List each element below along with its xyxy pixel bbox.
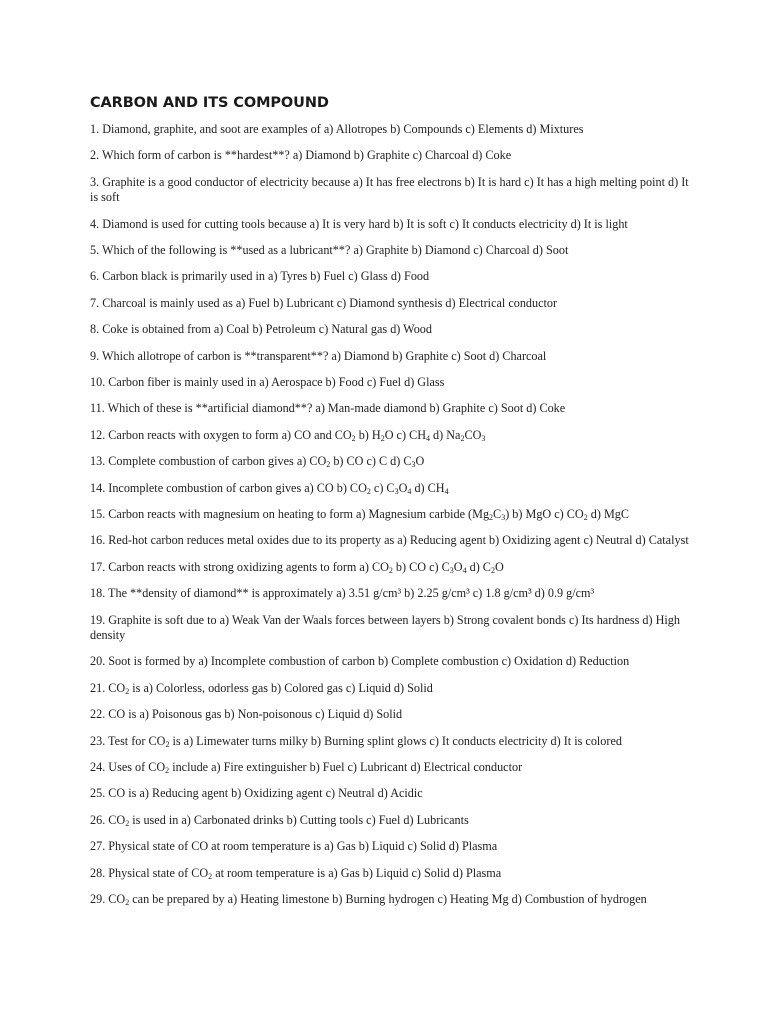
question-item: 28. Physical state of $CO_2$ at room temperature is a) Gas b) Liquid c) Solid d) Plasma	[90, 865, 502, 881]
question-item: 12. Carbon reacts with oxygen to form a) CO and $CO_2$ b) $H_2O$ c) $CH_4$ d) $Na_2CO_3$	[90, 427, 486, 443]
question-item: 25. CO is a) Reducing agent b) Oxidizing agent c) Neutral d) Acidic	[90, 786, 423, 801]
document-page	[90, 95, 690, 918]
question-item: 13. Complete combustion of carbon gives a) $CO_2$ b) CO c) C d) $C_3O$	[90, 454, 425, 470]
question-item: 21. $CO_2$ is a) Colorless, odorless gas b) Colored gas c) Liquid d) Solid	[90, 680, 433, 696]
question-item: 20. Soot is formed by a) Incomplete combustion of carbon b) Complete combustion c) Oxidation d) Reduction	[90, 654, 630, 669]
question-item: 14. Incomplete combustion of carbon gives a) CO b) $CO_2$ c) $C_3O_4$ d) $CH_4$	[90, 480, 449, 496]
question-item: 1. Diamond, graphite, and soot are examples of a) Allotropes b) Compounds c) Elements d) Mixtures	[90, 122, 584, 136]
question-list	[90, 122, 690, 907]
question-item: 5. Which of the following is **used as a lubricant**? a) Graphite b) Diamond c) Charcoal d) Soot	[90, 243, 569, 258]
document-title: CARBON AND ITS COMPOUND	[90, 95, 329, 111]
question-item: 27. Physical state of CO at room temperature is a) Gas b) Liquid c) Solid d) Plasma	[90, 839, 498, 854]
question-item: 3. Graphite is a good conductor of electricity because a) It has free electrons b) It is hard c) It has a high melting point d) It is soft	[90, 174, 689, 205]
question-item: 16. Red-hot carbon reduces metal oxides due to its property as a) Reducing agent b) Oxidizing agent c) Neutral d) Catalyst	[90, 533, 689, 548]
question-item: 18. The **density of diamond** is approximately a) 3.51 g/cm³ b) 2.25 g/cm³ c) 1.8 g/cm³ d) 0.9 g/cm³	[90, 586, 595, 601]
question-item: 23. Test for $CO_2$ is a) Limewater turns milky b) Burning splint glows c) It conducts electricity d) It is colored	[90, 733, 622, 749]
question-item: 7. Charcoal is mainly used as a) Fuel b) Lubricant c) Diamond synthesis d) Electrical conductor	[90, 295, 558, 310]
question-item: 2. Which form of carbon is **hardest**? a) Diamond b) Graphite c) Charcoal d) Coke	[90, 148, 512, 163]
question-item: 6. Carbon black is primarily used in a) Tyres b) Fuel c) Glass d) Food	[90, 269, 430, 284]
question-item: 22. CO is a) Poisonous gas b) Non-poisonous c) Liquid d) Solid	[90, 707, 403, 722]
question-item: 8. Coke is obtained from a) Coal b) Petroleum c) Natural gas d) Wood	[90, 322, 432, 337]
question-item: 24. Uses of $CO_2$ include a) Fire extinguisher b) Fuel c) Lubricant d) Electrical conductor	[90, 759, 523, 775]
question-item: 4. Diamond is used for cutting tools because a) It is very hard b) It is soft c) It conducts electricity d) It is light	[90, 216, 628, 231]
question-item: 17. Carbon reacts with strong oxidizing agents to form a) $CO_2$ b) CO c) $C_3O_4$ d) $C_2O$	[90, 559, 504, 575]
question-item: 10. Carbon fiber is mainly used in a) Aerospace b) Food c) Fuel d) Glass	[90, 375, 445, 390]
question-item: 9. Which allotrope of carbon is **transparent**? a) Diamond b) Graphite c) Soot d) Charcoal	[90, 348, 547, 363]
question-item: 29. $CO_2$ can be prepared by a) Heating limestone b) Burning hydrogen c) Heating Mg d) Combustion of hydrogen	[90, 891, 647, 907]
question-item: 11. Which of these is **artificial diamond**? a) Man-made diamond b) Graphite c) Soot d) Coke	[90, 401, 566, 416]
question-item: 26. $CO_2$ is used in a) Carbonated drinks b) Cutting tools c) Fuel d) Lubricants	[90, 812, 469, 828]
question-item: 15. Carbon reacts with magnesium on heating to form a) Magnesium carbide $(Mg_2C_3)$ b) MgO c) $CO_2$ d) MgC	[90, 506, 630, 522]
question-item: 19. Graphite is soft due to a) Weak Van der Waals forces between layers b) Strong covalent bonds c) Its hardness d) High density	[90, 612, 680, 643]
